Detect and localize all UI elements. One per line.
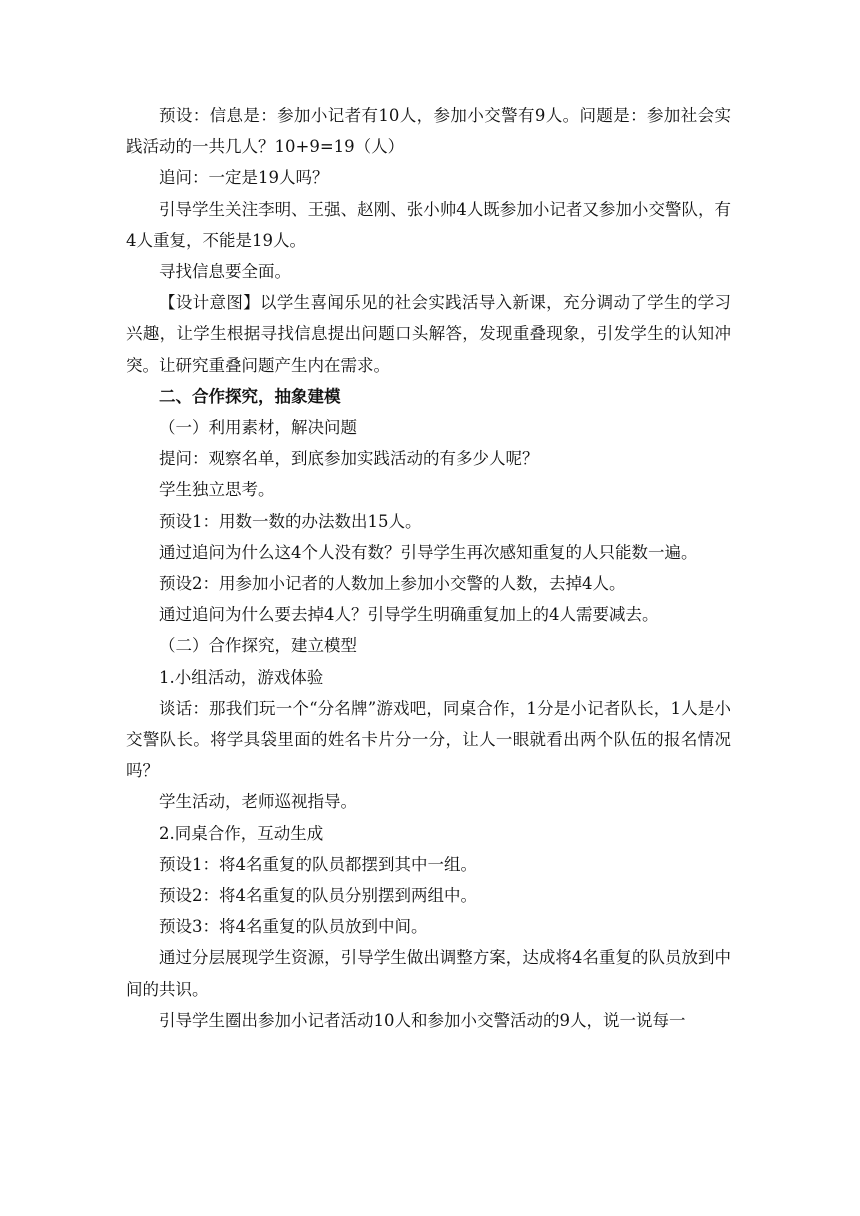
section-heading: 二、合作探究，抽象建模	[159, 386, 341, 406]
numbered-heading-2: 2.同桌合作，互动生成	[159, 823, 324, 843]
paragraph-find-info: 寻找信息要全面。	[159, 262, 291, 282]
paragraph-option-1: 预设1：将4名重复的队员都摆到其中一组。	[159, 854, 477, 874]
document-body	[126, 100, 731, 1036]
subsection-heading-1: （一）利用素材，解决问题	[159, 418, 357, 438]
paragraph-conversation: 谈话：那我们玩一个“分名牌”游戏吧，同桌合作，1分是小记者队长，1人是小交警队长。将学具袋里面的姓名卡片分一分，让人一眼就看出两个队伍的报名情况吗？	[126, 698, 731, 781]
paragraph-consensus: 通过分层展现学生资源，引导学生做出调整方案，达成将4名重复的队员放到中间的共识。	[126, 948, 731, 999]
paragraph-student-activity: 学生活动，老师巡视指导。	[159, 792, 357, 812]
paragraph-circle-instruction: 引导学生圈出参加小记者活动10人和参加小交警活动的9人，说一说每一	[159, 1010, 686, 1030]
numbered-heading-1: 1.小组活动，游戏体验	[159, 667, 324, 687]
paragraph-followup-1: 通过追问为什么这4个人没有数？引导学生再次感知重复的人只能数一遍。	[159, 542, 698, 562]
paragraph-guide-overlap: 引导学生关注李明、王强、赵刚、张小帅4人既参加小记者又参加小交警队，有4人重复，不能是19人。	[126, 199, 731, 250]
paragraph-followup-question: 追问：一定是19人吗？	[159, 168, 329, 188]
paragraph-design-intent: 【设计意图】以学生喜闻乐见的社会实践活导入新课，充分调动了学生的学习兴趣，让学生根据寻找信息提出问题口头解答，发现重叠现象，引发学生的认知冲突。让研究重叠问题产生内在需求。	[126, 293, 731, 375]
paragraph-option-3: 预设3：将4名重复的队员放到中间。	[159, 917, 428, 937]
paragraph-preset-1: 预设1：用数一数的办法数出15人。	[159, 511, 422, 531]
paragraph-question: 提问：观察名单，到底参加实践活动的有多少人呢？	[159, 449, 539, 469]
paragraph-preset-information: 预设：信息是：参加小记者有10人，参加小交警有9人。问题是：参加社会实践活动的一共几人？10+9=19（人）	[126, 106, 731, 157]
paragraph-followup-2: 通过追问为什么要去掉4人？引导学生明确重复加上的4人需要减去。	[159, 605, 659, 625]
paragraph-option-2: 预设2：将4名重复的队员分别摆到两组中。	[159, 886, 477, 906]
paragraph-preset-2: 预设2：用参加小记者的人数加上参加小交警的人数，去掉4人。	[159, 574, 626, 594]
subsection-heading-2: （二）合作探究，建立模型	[159, 636, 357, 656]
paragraph-independent-thinking: 学生独立思考。	[159, 480, 275, 500]
